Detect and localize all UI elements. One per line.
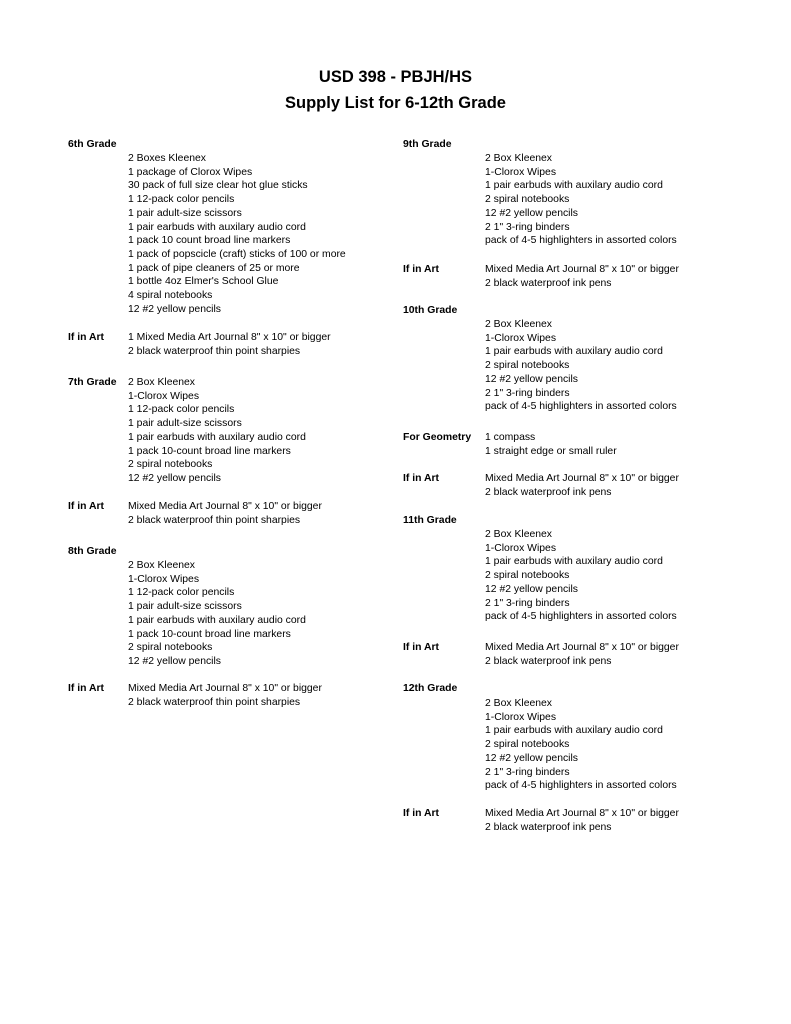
list-item: 2 Box Kleenex: [485, 319, 553, 330]
list-item: 12 #2 yellow pencils: [128, 472, 221, 484]
list-item: Mixed Media Art Journal 8" x 10" or bigger: [128, 501, 322, 512]
list-item: 1 pair earbuds with auxilary audio cord: [128, 221, 306, 233]
list-item: 2 spiral notebooks: [485, 739, 570, 751]
list-item: 1-Clorox Wipes: [128, 573, 200, 585]
grade-8-art-label: If in Art: [68, 683, 104, 694]
list-item: 1-Clorox Wipes: [128, 390, 200, 402]
list-item: 2 Boxes Kleenex: [128, 153, 206, 164]
list-item: 2 Box Kleenex: [485, 529, 553, 540]
list-item: 2 1" 3-ring binders: [485, 221, 570, 233]
document-title: USD 398 - PBJH/HS: [318, 68, 473, 86]
list-item: Mixed Media Art Journal 8" x 10" or bigger: [128, 683, 322, 694]
list-item: 2 spiral notebooks: [485, 360, 570, 372]
list-item: 2 spiral notebooks: [485, 194, 570, 206]
list-item: Mixed Media Art Journal 8" x 10" or bigger: [485, 473, 679, 484]
grade-10-art-label: If in Art: [403, 473, 439, 484]
list-item: 12 #2 yellow pencils: [128, 655, 221, 667]
list-item: 1 pair adult-size scissors: [128, 418, 242, 430]
grade-11-art-label: If in Art: [403, 642, 439, 653]
list-item: 1 package of Clorox Wipes: [128, 166, 253, 178]
list-item: 1 pair earbuds with auxilary audio cord: [128, 614, 306, 626]
list-item: 2 1" 3-ring binders: [485, 766, 570, 778]
list-item: 1 12-pack color pencils: [128, 404, 235, 416]
list-item: 2 black waterproof ink pens: [485, 655, 612, 667]
list-item: Mixed Media Art Journal 8" x 10" or bigger: [485, 264, 679, 275]
list-item: 1 pack of popscicle (craft) sticks of 100 or more: [128, 248, 346, 260]
list-item: Mixed Media Art Journal 8" x 10" or bigger: [485, 642, 679, 653]
list-item: 2 black waterproof ink pens: [485, 821, 612, 833]
list-item: 1-Clorox Wipes: [485, 542, 557, 554]
list-item: 2 black waterproof thin point sharpies: [128, 514, 301, 526]
list-item: 2 Box Kleenex: [128, 560, 196, 571]
grade-7-art-label: If in Art: [68, 501, 104, 512]
list-item: pack of 4-5 highlighters in assorted colors: [485, 235, 677, 247]
grade-9-label: 9th Grade: [403, 139, 452, 150]
list-item: 2 Box Kleenex: [128, 377, 196, 388]
list-item: 1 12-pack color pencils: [128, 194, 235, 206]
grade-7-label: 7th Grade: [68, 377, 117, 388]
list-item: 4 spiral notebooks: [128, 290, 213, 301]
list-item: 2 black waterproof thin point sharpies: [128, 696, 301, 708]
document-subtitle: Supply List for 6-12th Grade: [285, 94, 506, 112]
grade-8-label: 8th Grade: [68, 546, 117, 557]
list-item: 1 pair earbuds with auxilary audio cord: [485, 180, 663, 192]
list-item: 2 spiral notebooks: [485, 570, 570, 582]
list-item: 12 #2 yellow pencils: [485, 373, 578, 385]
list-item: 2 Box Kleenex: [485, 153, 553, 164]
list-item: 2 1" 3-ring binders: [485, 597, 570, 609]
list-item: 1 pair earbuds with auxilary audio cord: [128, 431, 306, 443]
list-item: 1-Clorox Wipes: [485, 711, 557, 723]
list-item: 2 black waterproof ink pens: [485, 277, 612, 289]
list-item: 1-Clorox Wipes: [485, 166, 557, 178]
list-item: pack of 4-5 highlighters in assorted colors: [485, 611, 677, 623]
list-item: 12 #2 yellow pencils: [485, 752, 578, 764]
list-item: 1 straight edge or small ruler: [485, 445, 617, 457]
list-item: 1 pair earbuds with auxilary audio cord: [485, 556, 663, 568]
grade-6-art-label: If in Art: [68, 332, 104, 343]
list-item: 1 compass: [485, 432, 536, 443]
grade-12-art-label: If in Art: [403, 808, 439, 819]
list-item: 30 pack of full size clear hot glue sticks: [128, 180, 308, 192]
grade-6-label: 6th Grade: [68, 139, 117, 150]
list-item: 2 Box Kleenex: [485, 698, 553, 709]
list-item: 1 pack 10-count broad line markers: [128, 628, 291, 640]
list-item: 12 #2 yellow pencils: [128, 303, 221, 315]
list-item: 2 spiral notebooks: [128, 642, 213, 654]
grade-11-label: 11th Grade: [403, 515, 457, 526]
list-item: 2 spiral notebooks: [128, 459, 213, 471]
list-item: 2 black waterproof ink pens: [485, 486, 612, 498]
list-item: 12 #2 yellow pencils: [485, 207, 578, 219]
list-item: 1 pair earbuds with auxilary audio cord: [485, 725, 663, 737]
list-item: pack of 4-5 highlighters in assorted colors: [485, 401, 677, 413]
list-item: 1 bottle 4oz Elmer's School Glue: [128, 276, 279, 288]
list-item: 1 12-pack color pencils: [128, 587, 235, 599]
list-item: 1 Mixed Media Art Journal 8" x 10" or bigger: [128, 332, 331, 343]
list-item: 1 pair earbuds with auxilary audio cord: [485, 346, 663, 358]
list-item: 2 1" 3-ring binders: [485, 387, 570, 399]
list-item: 1 pack of pipe cleaners of 25 or more: [128, 262, 300, 274]
list-item: 1 pack 10-count broad line markers: [128, 445, 291, 457]
grade-9-art-label: If in Art: [403, 264, 439, 275]
list-item: 1 pair adult-size scissors: [128, 601, 242, 613]
list-item: 1 pair adult-size scissors: [128, 207, 242, 219]
list-item: 1-Clorox Wipes: [485, 332, 557, 344]
list-item: pack of 4-5 highlighters in assorted colors: [485, 780, 677, 792]
list-item: 1 pack 10 count broad line markers: [128, 235, 291, 247]
list-item: 2 black waterproof thin point sharpies: [128, 345, 301, 357]
grade-10-label: 10th Grade: [403, 305, 458, 316]
grade-12-label: 12th Grade: [403, 683, 458, 694]
list-item: 12 #2 yellow pencils: [485, 583, 578, 595]
grade-10-geometry-label: For Geometry: [403, 432, 472, 443]
list-item: Mixed Media Art Journal 8" x 10" or bigger: [485, 808, 679, 819]
